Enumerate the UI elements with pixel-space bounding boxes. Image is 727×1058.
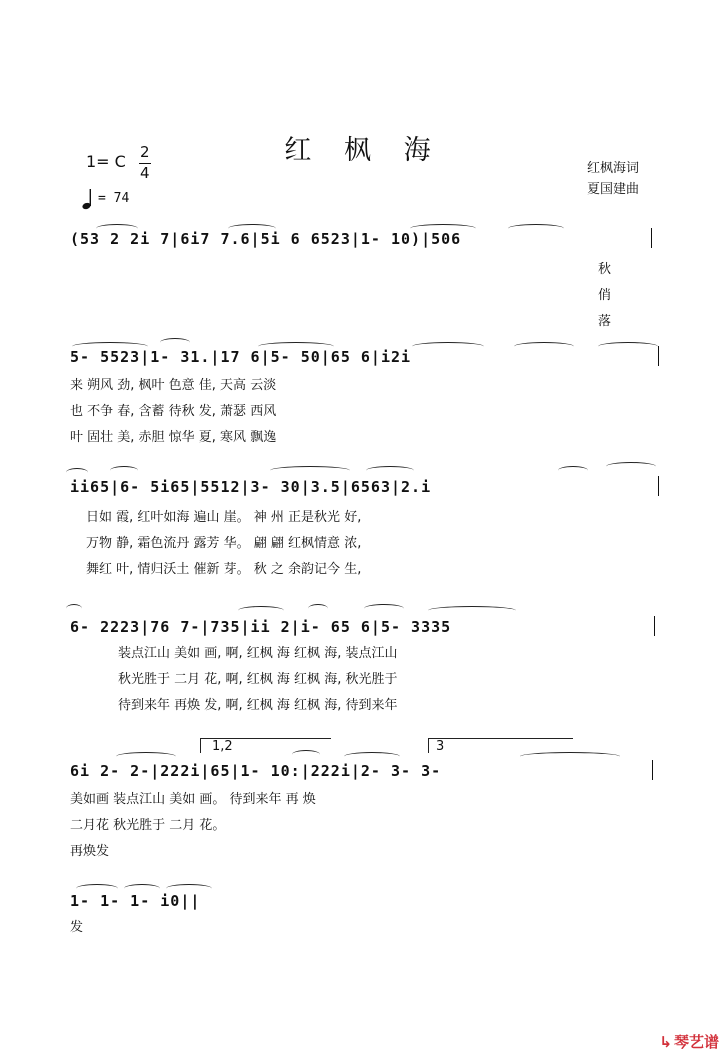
lyric-line-2: 二月花 秋光胜于 二月 花。 — [70, 818, 226, 833]
lyric-line-1: 美如画 装点江山 美如 画。 待到来年 再 焕 — [70, 792, 316, 807]
key-signature: 1= C — [86, 152, 126, 171]
lyric-line-3: 舞红 叶, 情归沃土 催新 芽。 秋 之 余韵记今 生, — [86, 562, 362, 577]
volta-bracket — [428, 738, 573, 753]
slur — [160, 338, 190, 347]
lyric-line-2: 俏 — [598, 288, 612, 303]
slur — [110, 466, 138, 475]
slur — [520, 752, 620, 761]
lyric-line-3: 再焕发 — [70, 844, 110, 859]
barline — [651, 228, 652, 248]
time-signature-denominator: 4 — [140, 164, 150, 182]
notation-line: 5- 5523|1- 31.|17 6|5- 50|65 6|i2i — [70, 348, 412, 366]
slur — [292, 750, 320, 759]
lyric-line-1: 装点江山 美如 画, 啊, 红枫 海 红枫 海, 装点江山 — [118, 646, 398, 661]
notation-line: 1- 1- 1- i0|| — [70, 892, 201, 910]
lyric-line-2: 也 不争 春, 含蓄 待秋 发, 萧瑟 西风 — [70, 404, 277, 419]
slur — [606, 462, 656, 471]
lyric-line-1: 来 朔风 劲, 枫叶 色意 佳, 天高 云淡 — [70, 378, 277, 393]
lyric-line-1: 发 — [70, 920, 84, 935]
tempo-marking: = 74 — [98, 191, 130, 206]
notation-line: (53 2 2i 7|6i7 7.6|5i 6 6523|1- 10)|506 — [70, 230, 462, 248]
song-title: 红 枫 海 — [284, 135, 443, 166]
slur — [308, 604, 328, 613]
slur — [366, 466, 414, 475]
slur — [428, 606, 516, 615]
lyricist-credit: 红枫海词 — [586, 161, 639, 176]
barline — [652, 760, 653, 780]
slur — [344, 752, 400, 761]
lyric-line-3: 叶 固壮 美, 赤胆 惊华 夏, 寒风 飘逸 — [70, 430, 277, 445]
barline — [658, 476, 659, 496]
composer-credit: 夏国建曲 — [586, 182, 639, 197]
notation-line: 6i 2- 2-|222i|65|1- 10:|222i|2- 3- 3- — [70, 762, 442, 780]
barline — [658, 346, 659, 366]
quarter-note-icon — [82, 188, 93, 210]
volta-label: 1,2 — [212, 739, 233, 754]
logo-text: 琴艺谱 — [673, 1033, 719, 1051]
slur — [270, 466, 350, 475]
slur — [558, 466, 588, 475]
slur — [66, 468, 88, 477]
brand-logo — [659, 1031, 719, 1052]
lyric-line-2: 秋光胜于 二月 花, 啊, 红枫 海 红枫 海, 秋光胜于 — [118, 672, 398, 687]
slur — [238, 606, 284, 615]
notation-line: ii65|6- 5i65|5512|3- 30|3.5|6563|2.i — [70, 478, 432, 496]
logo-mark-icon: ↳ — [659, 1033, 672, 1051]
barline — [654, 616, 655, 636]
notation-line: 6- 2223|76 7-|735|ii 2|i- 65 6|5- 3335 — [70, 618, 452, 636]
lyric-line-3: 落 — [598, 314, 612, 329]
slur — [364, 604, 404, 613]
slur — [66, 604, 82, 613]
lyric-line-3: 待到来年 再焕 发, 啊, 红枫 海 红枫 海, 待到来年 — [118, 698, 398, 713]
lyric-line-2: 万物 静, 霜色流丹 露芳 华。 翩 翩 红枫情意 浓, — [86, 536, 362, 551]
volta-label: 3 — [436, 739, 445, 754]
lyric-line-1: 秋 — [598, 262, 612, 277]
slur — [116, 752, 176, 761]
time-signature-numerator: 2 — [140, 143, 150, 161]
lyric-line-1: 日如 霞, 红叶如海 遍山 崖。 神 州 正是秋光 好, — [86, 510, 362, 525]
